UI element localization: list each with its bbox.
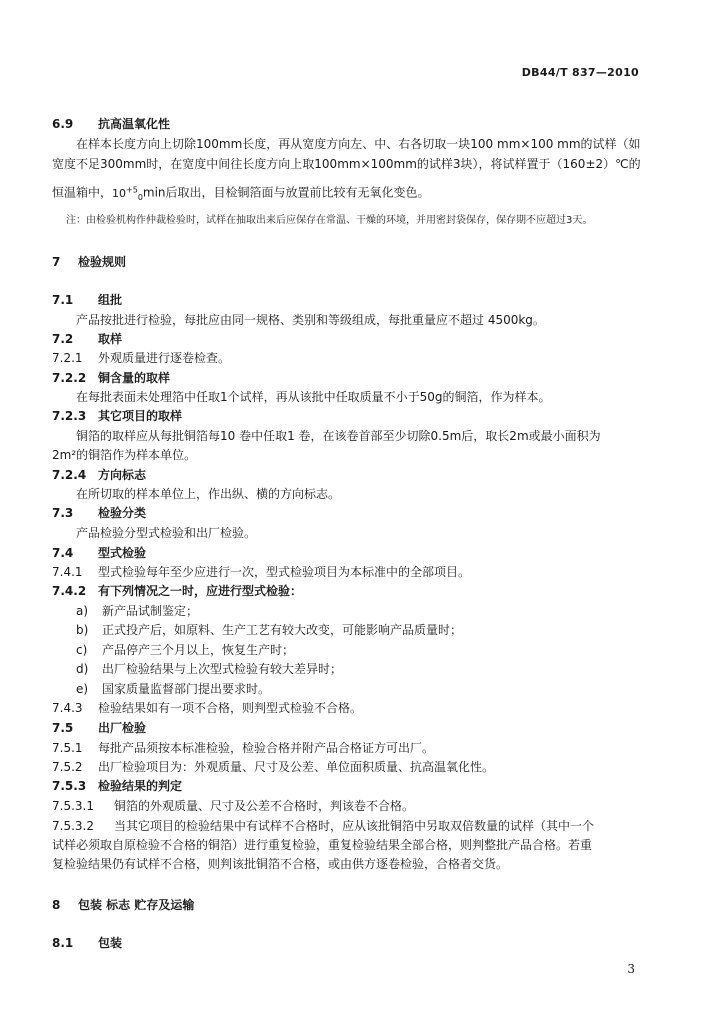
section-6-9-heading: 6.9 抗高温氧化性 <box>52 117 171 131</box>
list-item-a: a) 新产品试制鉴定； <box>76 604 199 618</box>
section-7-4-2-heading: 7.4.2 有下列情况之一时，应进行型式检验： <box>52 584 303 598</box>
time-expression: $10^{+5}_0$ <box>112 185 143 202</box>
section-7-5-heading: 7.5 出厂检验 <box>52 721 147 735</box>
section-7-4-3: 7.4.3 检验结果如有一项不合格，则判型式检验不合格。 <box>52 701 363 715</box>
section-7-2-3-line-1: 铜箔的取样应从每批铜箔每10 卷中任取1 卷，在该卷首部至少切除0.5m后，取长2m或最小面积为 <box>76 429 601 443</box>
section-7-3-heading: 7.3 检验分类 <box>52 506 147 520</box>
section-7-2-4-text: 在所切取的样本单位上，作出纵、横的方向标志。 <box>76 487 341 501</box>
chapter-7-heading: 7 检验规则 <box>52 255 127 269</box>
section-7-5-2: 7.5.2 出厂检验项目为：外观质量、尺寸及公差、单位面积质量、抗高温氧化性。 <box>52 760 495 774</box>
section-6-9-line-3: 恒温箱中，$10^{+5}_0\min$后取出，目检铜箔面与放置前比较有无氧化变色。 <box>52 185 430 202</box>
section-8-1-heading: 8.1 包装 <box>52 936 123 950</box>
section-7-5-3-2-line-1: 7.5.3.2 当其它项目的检验结果中有试样不合格时，应从该批铜箔中另取双倍数量的试样（其中一个 <box>52 819 595 833</box>
section-7-2-4-heading: 7.2.4 方向标志 <box>52 468 147 482</box>
section-6-9-note: 注：由检验机构作仲裁检验时，试样在抽取出来后应保存在常温、干燥的环境，并用密封袋保存，保存期不应超过3天。 <box>66 215 593 226</box>
list-item-d: d) 出厂检验结果与上次型式检验有较大差异时； <box>76 662 343 676</box>
section-6-9-line-1: 在样本长度方向上切除100mm长度，再从宽度方向左、中、右各切取一块100 mm×100 mm的试样（如 <box>76 137 641 151</box>
section-7-5-1: 7.5.1 每批产品须按本标准检验，检验合格并附产品合格证方可出厂。 <box>52 741 435 755</box>
section-7-2-2-text: 在每批表面未处理箔中任取1个试样，再从该批中任取质量不小于50g的铜箔，作为样本。 <box>76 390 551 404</box>
list-item-b: b) 正式投产后，如原料、生产工艺有较大改变，可能影响产品质量时； <box>76 623 463 637</box>
section-7-2-3-heading: 7.2.3 其它项目的取样 <box>52 409 183 423</box>
section-7-5-3-2-line-2: 试样必须取自原检验不合格的铜箔）进行重复检验，重复检验结果全部合格，则判整批产品合格。若重 <box>52 838 593 852</box>
section-7-2-1: 7.2.1 外观质量进行逐卷检查。 <box>52 351 231 365</box>
section-7-2-3-line-2: 2m²的铜箔作为样本单位。 <box>52 448 197 462</box>
section-7-5-3-1: 7.5.3.1 铜箔的外观质量、尺寸及公差不合格时，判该卷不合格。 <box>52 799 415 813</box>
section-7-2-2-heading: 7.2.2 铜含量的取样 <box>52 371 171 385</box>
section-7-5-3-heading: 7.5.3 检验结果的判定 <box>52 779 183 793</box>
section-7-2-heading: 7.2 取样 <box>52 332 123 346</box>
standard-code-header: DB44/T 837—2010 <box>521 66 639 79</box>
section-7-3-text: 产品检验分型式检验和出厂检验。 <box>76 526 257 540</box>
section-7-1-heading: 7.1 组批 <box>52 293 123 307</box>
list-item-c: c) 产品停产三个月以上，恢复生产时； <box>76 643 295 657</box>
chapter-8-heading: 8 包装 标志 贮存及运输 <box>52 898 195 912</box>
section-6-9-line-2: 宽度不足300mm时，在宽度中间往长度方向上取100mm×100mm的试样3块），将试样置于（160±2）℃的 <box>52 157 641 171</box>
section-7-4-heading: 7.4 型式检验 <box>52 546 147 560</box>
section-7-1-text: 产品按批进行检验，每批应由同一规格、类别和等级组成，每批重量应不超过 4500kg。 <box>76 313 545 327</box>
list-item-e: e) 国家质量监督部门提出要求时。 <box>76 682 271 696</box>
page-number: 3 <box>627 962 635 976</box>
section-7-4-1: 7.4.1 型式检验每年至少应进行一次，型式检验项目为本标准中的全部项目。 <box>52 565 471 579</box>
section-7-5-3-2-line-3: 复检验结果仍有试样不合格，则判该批铜箔不合格，或由供方逐卷检验，合格者交货。 <box>52 857 509 871</box>
